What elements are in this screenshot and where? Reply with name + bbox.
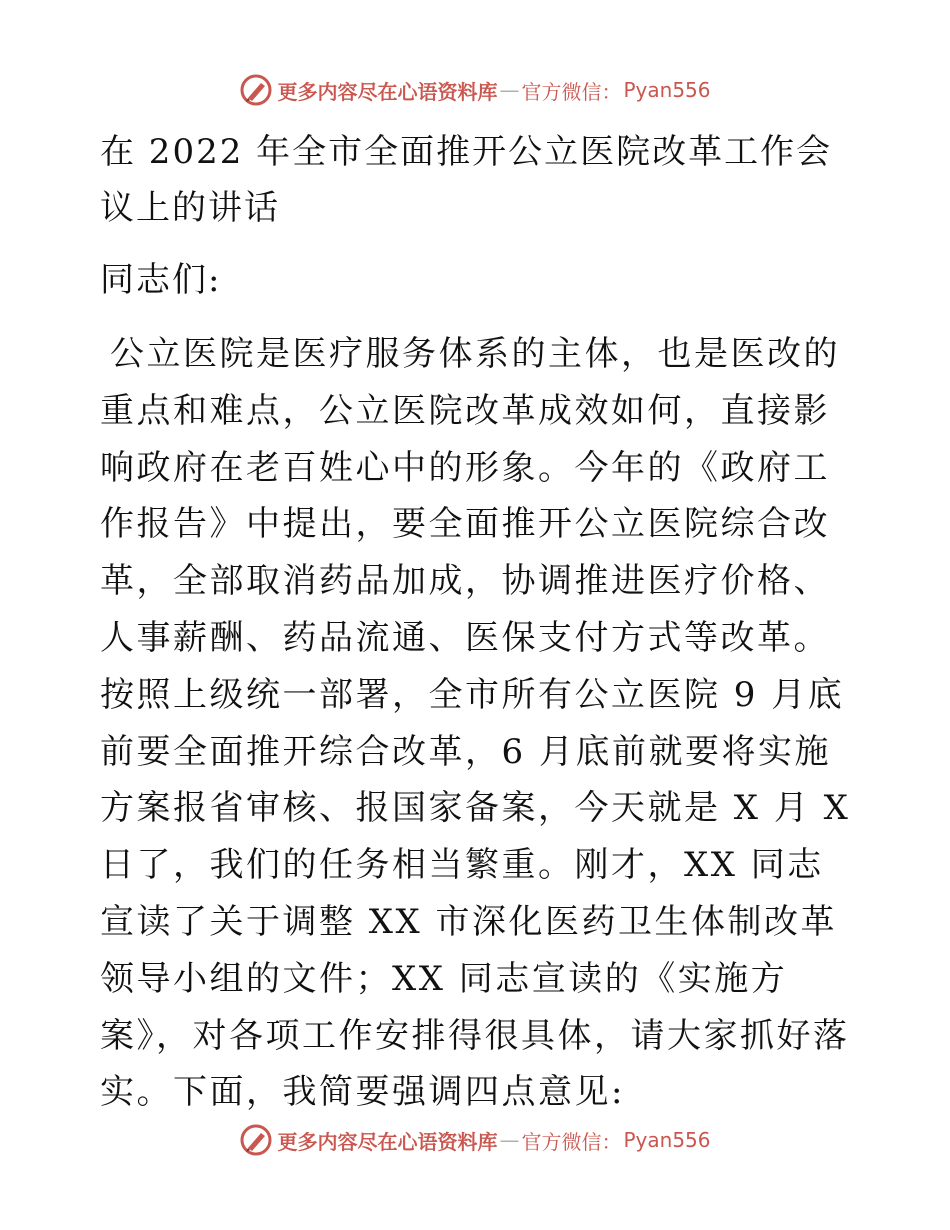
watermark-footer	[0, 1120, 950, 1160]
watermark-separator: —	[499, 78, 520, 102]
document-title: 在 2022 年全市全面推开公立医院改革工作会议上的讲话	[100, 132, 833, 228]
watermark-wechat-label: 官方微信：	[521, 79, 622, 104]
greeting: 同志们:	[100, 260, 222, 300]
watermark-main-text: 更多内容尽在心语资料库	[277, 1129, 498, 1154]
watermark-separator: —	[499, 1128, 520, 1152]
body-paragraph: 公立医院是医疗服务体系的主体，也是医改的重点和难点，公立医院改革成效如何，直接影响政府在老百姓心中的形象。今年的《政府工作报告》中提出，要全面推开公立医院综合改革，全部取消药品加成，协调推进医疗价格、人事薪酬、药品流通、医保支付方式等改革。按照上级统一部署，全市所有公立医院 9 月底前要全面推开综合改革，6 月底前就要将实施方案报省审核、报国家备案，今天就是 X 月 X 日了，我们的任务相当繁重。刚才，XX 同志宣读了关于调整 XX 市深化医药卫生体制改革领导小组的文件；XX 同志宣读的《实施方案》，对各项工作安排得很具体，请大家抓好落实。下面，我简要强调四点意见:	[100, 334, 851, 1113]
pen-logo-icon	[239, 1123, 273, 1157]
watermark-wechat-label: 官方微信：	[521, 1129, 622, 1154]
pen-logo-icon	[239, 73, 273, 107]
watermark-main-text: 更多内容尽在心语资料库	[277, 79, 498, 104]
watermark-header	[0, 70, 950, 110]
watermark-wechat-id: Pyan556	[623, 78, 711, 102]
watermark-wechat-id: Pyan556	[623, 1128, 711, 1152]
